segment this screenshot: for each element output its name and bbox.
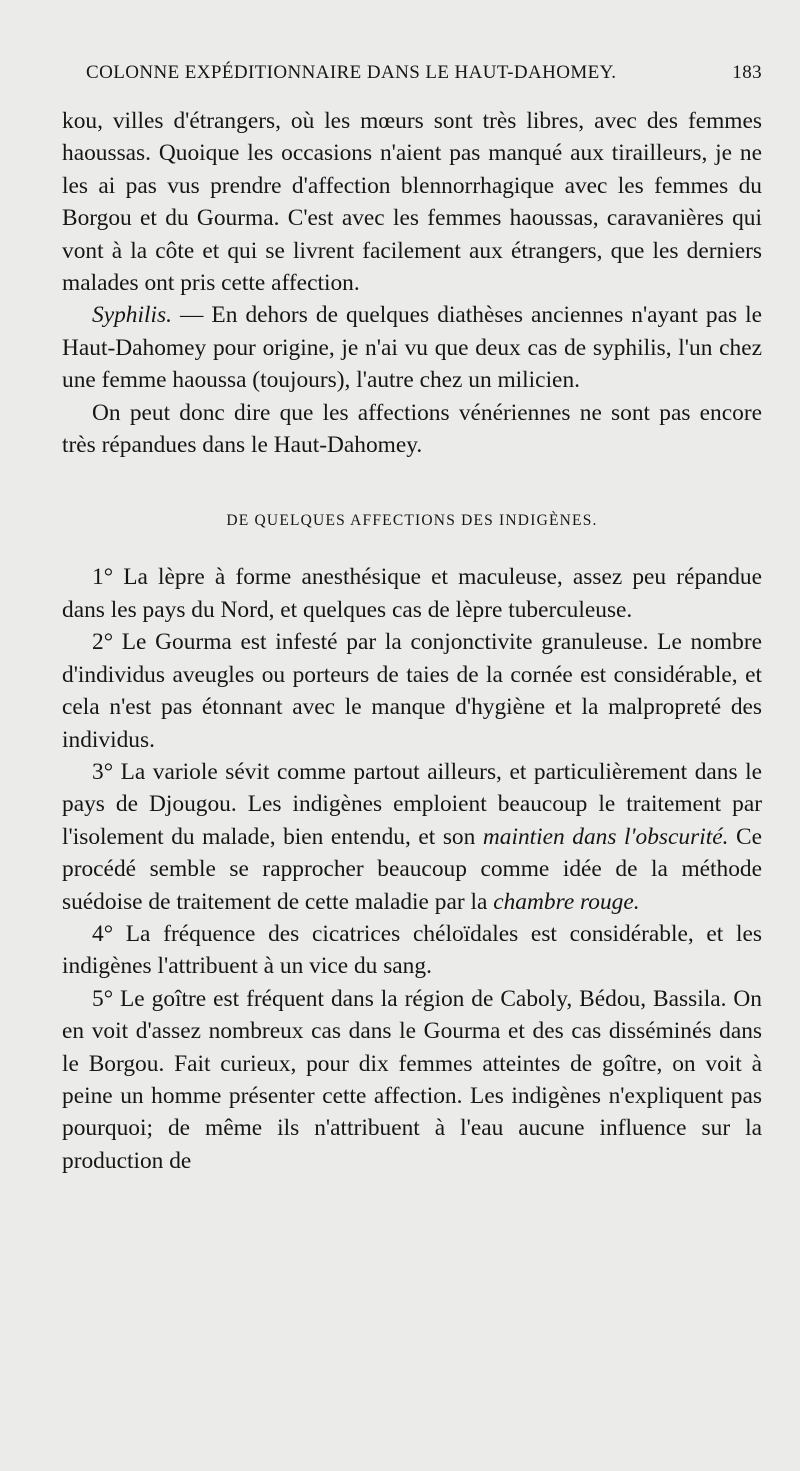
item3-text-b: Ce procédé semble se rapprocher beaucoup comme idée de la méthode suédoise de traitement de cette maladie par la <box>62 823 762 915</box>
syphilis-label: Syphilis. <box>92 302 172 329</box>
page-number: 183 <box>732 62 762 83</box>
running-title: COLONNE EXPÉDITIONNAIRE DANS LE HAUT-DAHOMEY. <box>86 62 617 83</box>
running-head <box>62 62 762 92</box>
body-text <box>62 105 762 1177</box>
list-item-4: 4° La fréquence des cicatrices chéloïdales est considérable, et les indigènes l'attribuent à un vice du sang. <box>62 920 762 980</box>
list-item-5: 5° Le goître est fréquent dans la région de Caboly, Bédou, Bassila. On en voit d'assez nombreux cas dans le Gourma et des cas disséminés dans le Borgou. Fait curieux, pour dix femmes atteintes de goître, on voit à peine un homme présenter cette affection. Les indigènes n'expliquent pas pourquoi; de même ils n'attribuent à l'eau aucune influence sur la production de <box>62 985 762 1174</box>
item3-emphasis-2: chambre rouge. <box>493 888 640 915</box>
section-heading: DE QUELQUES AFFECTIONS DES INDIGÈNES. <box>226 512 598 530</box>
paragraph-syphilis <box>62 299 762 396</box>
list-item-2: 2° Le Gourma est infesté par la conjonctivite granuleuse. Le nombre d'individus aveugles ou porteurs de taies de la cornée est considérable, et cela n'est pas étonnant avec le manque d'hygiène et la malpropreté des individus. <box>62 629 762 753</box>
item3-text-a: 3° La variole sévit comme partout ailleurs, et particulièrement dans le pays de Djougou. Les indigènes emploient beaucoup le traitement par l'isolement du malade, bien entendu, et son <box>62 758 762 850</box>
paragraph-conclusion: On peut donc dire que les affections vénériennes ne sont pas encore très répandues dans le Haut-Dahomey. <box>62 399 762 459</box>
item3-emphasis-1: maintien dans l'obscurité. <box>482 823 729 850</box>
list-item-1: 1° La lèpre à forme anesthésique et maculeuse, assez peu répandue dans les pays du Nord, et quelques cas de lèpre tuberculeuse. <box>62 564 762 623</box>
paragraph-continuation: kou, villes d'étrangers, où les mœurs sont très libres, avec des femmes haoussas. Quoique les occasions n'aient pas manqué aux tirailleurs, je ne les ai pas vus prendre d'affection blennorrhagique avec les femmes du Borgou et du Gourma. C'est avec les femmes haoussas, caravanières qui vont à la côte et qui se livrent facilement aux étrangers, que les derniers malades ont pris cette affection. <box>62 108 762 297</box>
list-item-3 <box>62 756 762 918</box>
syphilis-text: — En dehors de quelques diathèses anciennes n'ayant pas le Haut-Dahomey pour origine, je n'ai vu que deux cas de syphilis, l'un chez une femme haoussa (toujours), l'autre chez un milicien. <box>62 302 762 394</box>
